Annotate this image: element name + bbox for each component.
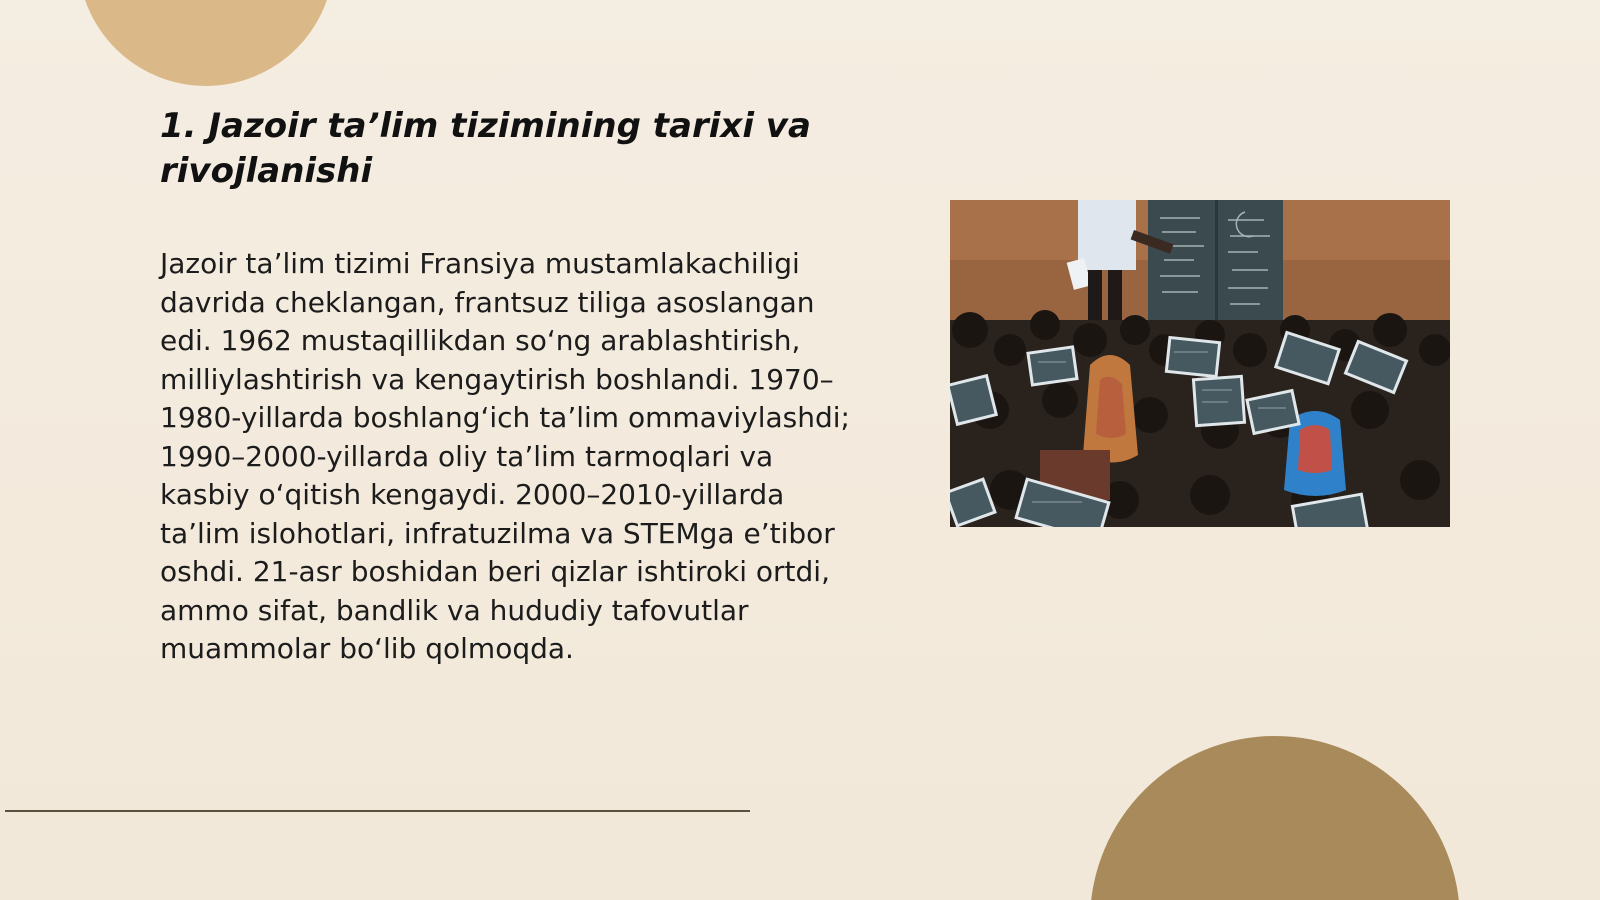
classroom-photo: [950, 200, 1450, 527]
slide-title: 1. Jazoir ta’lim tizimining tarixi va rivojlanishi: [160, 106, 811, 191]
body-paragraph: Jazoir ta’lim tizimi Fransiya mustamlakachiligi davrida cheklangan, frantsuz tiliga asoslangan edi. 1962 mustaqillikdan so‘ng arablashtirish, milliylashtirish va kengaytirish boshlandi. 1970–1980-yillarda boshlang‘ich ta’lim ommaviylashdi; 1990–2000-yillarda oliy ta’lim tarmoqlari va kasbiy o‘qitish kengaydi. 2000–2010-yillarda ta’lim islohotlari, infratuzilma va STEMga e’tibor oshdi. 21-asr boshidan beri qizlar ishtiroki ortdi, ammo sifat, bandlik va hududiy tafovutlar muammolar bo‘lib qolmoqda.: [160, 247, 850, 665]
decorative-circle-bottom: [1090, 736, 1460, 900]
decorative-circle-top: [78, 0, 334, 86]
divider-line: [5, 810, 750, 812]
